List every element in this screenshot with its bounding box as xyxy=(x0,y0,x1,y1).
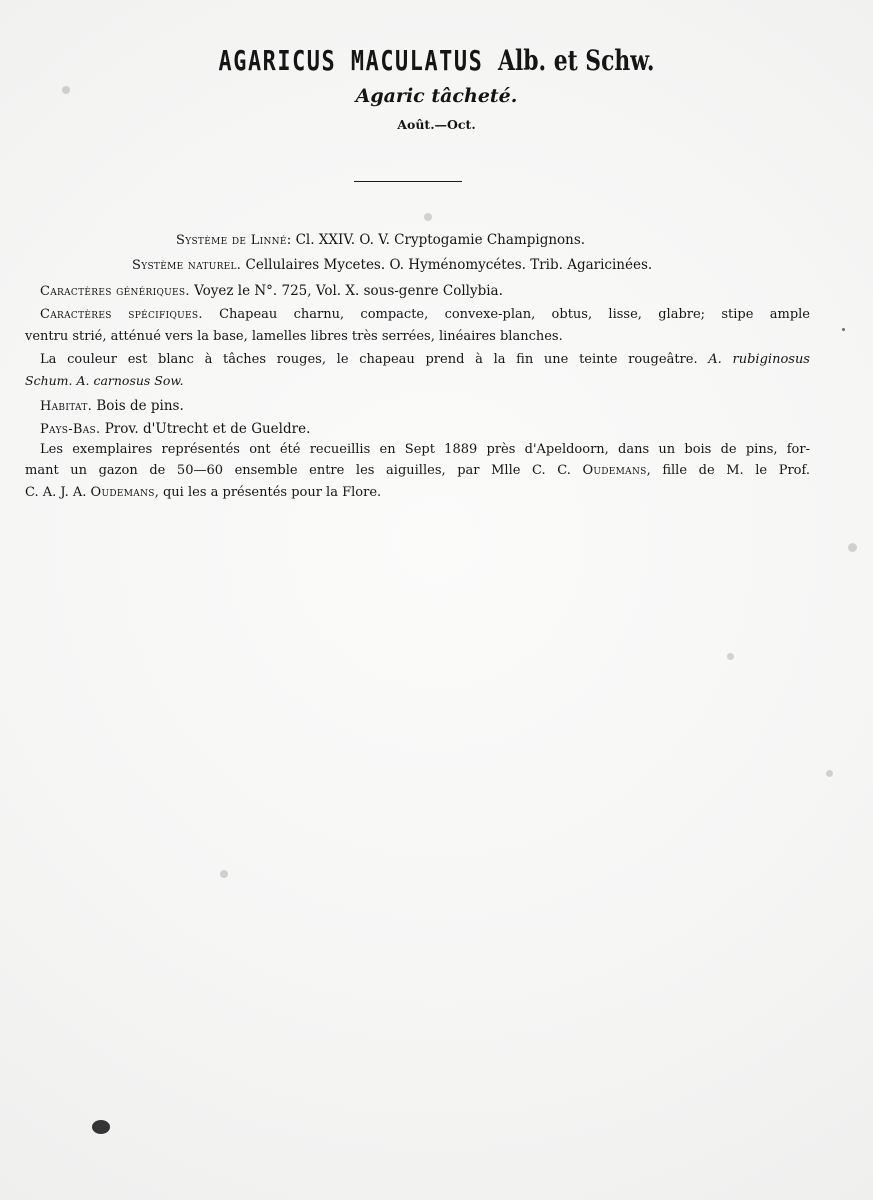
specifiques-label: Caractères spécifiques. xyxy=(40,307,203,322)
specifiques-line-1 xyxy=(40,308,810,321)
exemplaires-3a: C. A. J. A. xyxy=(25,485,91,500)
habitat-label: Habitat. xyxy=(40,399,93,414)
paper-speck xyxy=(220,870,228,878)
paysbas-line xyxy=(40,423,310,437)
paper-speck xyxy=(842,328,845,331)
naturel-label: Système naturel. xyxy=(132,258,242,273)
couleur-line-2: Schum. A. carnosus Sow. xyxy=(25,373,184,388)
paper-speck xyxy=(848,543,857,552)
habitat-text: Bois de pins. xyxy=(92,398,184,414)
exemplaires-2c: , fille de M. le Prof. xyxy=(646,463,810,478)
exemplaires-line-3 xyxy=(25,486,381,499)
species-title xyxy=(96,44,777,77)
generiques-text: Voyez le N°. 725, Vol. X. sous-genre Collybia. xyxy=(189,283,503,299)
exemplaires-3b: Oudemans xyxy=(90,485,155,500)
generiques-label: Caractères génériques. xyxy=(40,284,190,299)
exemplaires-2b: Oudemans xyxy=(582,463,647,478)
paper-speck xyxy=(62,86,70,94)
paysbas-text: Prov. d'Utrecht et de Gueldre. xyxy=(100,421,311,437)
habitat-line xyxy=(40,400,184,414)
common-name: Agaric tâcheté. xyxy=(355,85,518,107)
species-name: AGARICUS MACULATUS xyxy=(218,44,484,77)
generiques-line xyxy=(40,285,503,299)
couleur-synonym: A. rubiginosus xyxy=(708,352,810,367)
specifiques-line-2: ventru strié, atténué vers la base, lamelles libres très serrées, linéaires blanches. xyxy=(25,329,563,344)
paper-speck xyxy=(424,213,432,221)
couleur-text: La couleur est blanc à tâches rouges, le chapeau prend à la fin une teinte rougeâtre. xyxy=(40,352,709,367)
exemplaires-2a: mant un gazon de 50—60 ensemble entre les aiguilles, par Mlle C. C. xyxy=(25,463,583,478)
paper-speck xyxy=(826,770,833,777)
season-period: Août.—Oct. xyxy=(397,117,476,132)
linne-line xyxy=(176,234,585,248)
naturel-line xyxy=(132,259,652,273)
linne-text: : Cl. XXIV. O. V. Cryptogamie Champignons. xyxy=(286,232,586,248)
exemplaires-line-2 xyxy=(25,464,810,477)
divider-rule xyxy=(354,181,462,182)
couleur-line-1 xyxy=(40,353,810,366)
specifiques-text-1: Chapeau charnu, compacte, convexe-plan, obtus, lisse, glabre; stipe ample xyxy=(202,307,811,322)
linne-label: Système de Linné xyxy=(176,233,287,248)
paper-stain xyxy=(92,1120,110,1134)
exemplaires-line-1: Les exemplaires représentés ont été recueillis en Sept 1889 près d'Apeldoorn, dans un bois de pins, for- xyxy=(40,442,810,457)
species-author: Alb. et Schw. xyxy=(497,44,655,77)
naturel-text: Cellulaires Mycetes. O. Hyménomycétes. Trib. Agaricinées. xyxy=(241,257,653,273)
exemplaires-3c: , qui les a présentés pour la Flore. xyxy=(154,485,382,500)
paysbas-label: Pays-Bas. xyxy=(40,422,101,437)
paper-speck xyxy=(727,653,734,660)
